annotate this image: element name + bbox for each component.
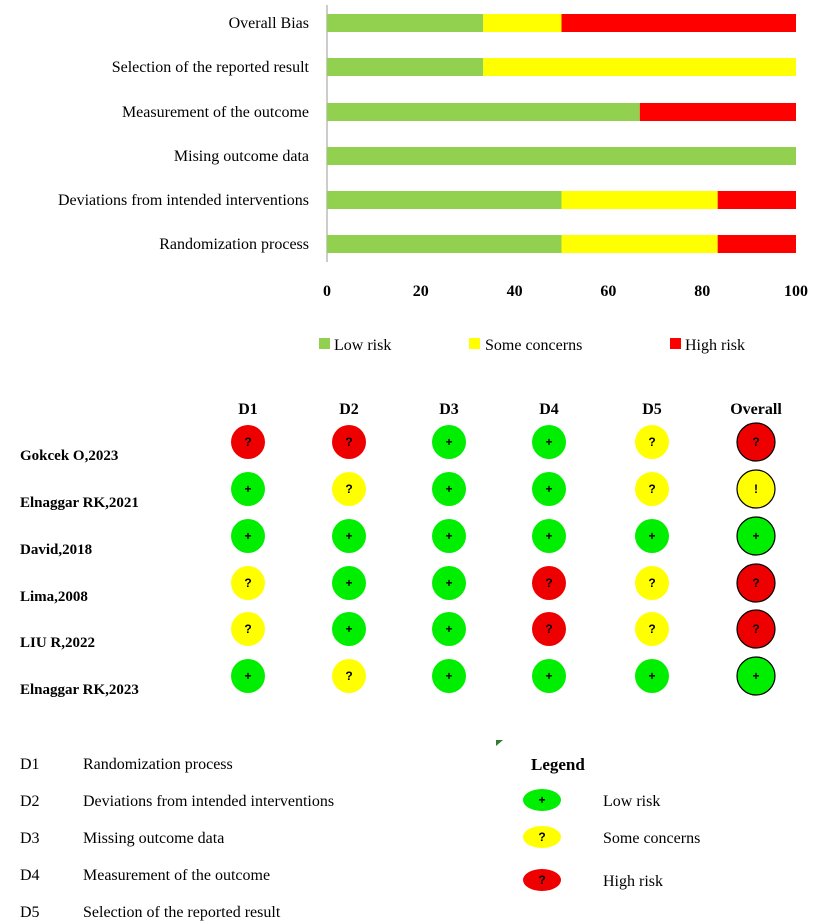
study-label: Elnaggar RK,2023: [20, 682, 139, 698]
x-tick-label: 80: [694, 283, 711, 300]
legend-swatch: [469, 338, 480, 349]
legend-label: Some concerns: [485, 337, 583, 354]
legend-dot-symbol: +: [538, 793, 546, 807]
rating-symbol: ?: [545, 576, 553, 590]
rating-symbol: +: [445, 529, 453, 543]
domain-code: D3: [20, 830, 40, 847]
bar-segment: [327, 191, 562, 209]
x-tick-label: 60: [600, 283, 617, 300]
rating-symbol: +: [345, 622, 353, 636]
bar-segment: [327, 58, 483, 76]
domain-definition: Deviations from intended interventions: [83, 793, 335, 810]
column-header: D2: [339, 401, 359, 418]
bar-segment: [483, 14, 561, 32]
legend-swatch: [319, 338, 330, 349]
rating-symbol: +: [445, 622, 453, 636]
rating-symbol: ?: [545, 622, 553, 636]
bar-segment: [562, 235, 718, 253]
domain-code: D2: [20, 793, 40, 810]
category-label: Randomization process: [159, 236, 309, 253]
column-header: Overall: [730, 401, 782, 418]
x-tick-label: 0: [323, 283, 331, 300]
column-header: D1: [238, 401, 258, 418]
study-label: David,2018: [20, 542, 93, 558]
rating-symbol: ?: [648, 435, 656, 449]
column-header: D3: [439, 401, 459, 418]
rating-symbol: +: [445, 576, 453, 590]
rating-symbol: +: [345, 576, 353, 590]
rating-symbol: +: [445, 669, 453, 683]
rating-symbol: +: [752, 669, 760, 683]
rating-symbol: ?: [752, 435, 760, 449]
rating-symbol: +: [545, 669, 553, 683]
column-header: D4: [539, 401, 559, 418]
legend-title: Legend: [531, 755, 585, 774]
x-tick-label: 40: [506, 283, 523, 300]
bar-segment: [640, 103, 796, 121]
x-tick-label: 100: [784, 283, 808, 300]
rating-symbol: +: [545, 435, 553, 449]
rating-symbol: +: [244, 529, 252, 543]
rating-symbol: ?: [244, 435, 252, 449]
rating-symbol: ?: [648, 482, 656, 496]
bar-segment: [327, 103, 640, 121]
traffic-light-legend: [523, 755, 700, 891]
bar-segment: [327, 14, 483, 32]
legend-label: Low risk: [334, 337, 392, 354]
rating-symbol: +: [445, 482, 453, 496]
category-label: Mising outcome data: [173, 148, 309, 165]
rating-symbol: ?: [244, 576, 252, 590]
legend-item-label: High risk: [603, 873, 663, 890]
rating-symbol: +: [545, 482, 553, 496]
study-label: Elnaggar RK,2021: [20, 495, 139, 511]
category-label: Deviations from intended interventions: [57, 192, 309, 209]
bar-segment: [718, 191, 796, 209]
rating-symbol: +: [244, 482, 252, 496]
domain-code: D4: [20, 867, 40, 884]
domain-code: D1: [20, 756, 40, 773]
rating-symbol: ?: [345, 669, 353, 683]
bar-segment: [562, 191, 718, 209]
domain-code: D5: [20, 904, 40, 921]
rating-symbol: ?: [752, 576, 760, 590]
study-label: Gokcek O,2023: [20, 448, 119, 464]
domain-definition: Randomization process: [83, 756, 233, 773]
legend-dot-symbol: ?: [538, 830, 546, 844]
bar-segment: [718, 235, 796, 253]
category-label: Selection of the reported result: [111, 59, 309, 76]
rating-symbol: +: [752, 529, 760, 543]
domain-definition: Selection of the reported result: [83, 904, 281, 921]
column-header: D5: [642, 401, 662, 418]
rating-symbol: +: [244, 669, 252, 683]
legend-item-label: Low risk: [603, 793, 661, 810]
domain-definition: Missing outcome data: [83, 830, 225, 847]
rating-symbol: ?: [648, 622, 656, 636]
legend-item-label: Some concerns: [603, 830, 701, 847]
green-mark-decoration: [496, 740, 503, 746]
bar-segment: [327, 235, 562, 253]
stacked-bar-chart: [58, 5, 808, 300]
rating-symbol: +: [345, 529, 353, 543]
domain-definition: Measurement of the outcome: [83, 867, 271, 884]
traffic-light-table: [20, 401, 782, 698]
rating-symbol: ?: [345, 482, 353, 496]
x-tick-label: 20: [412, 283, 429, 300]
bar-segment: [562, 14, 797, 32]
study-label: LIU R,2022: [20, 635, 96, 651]
rating-symbol: ?: [345, 435, 353, 449]
rating-symbol: +: [648, 529, 656, 543]
rating-symbol: ?: [244, 622, 252, 636]
bar-segment: [327, 147, 796, 165]
rating-symbol: +: [445, 435, 453, 449]
rating-symbol: !: [754, 482, 758, 496]
domain-definitions: [20, 756, 334, 921]
category-label: Overall Bias: [228, 15, 309, 32]
category-label: Measurement of the outcome: [121, 104, 309, 121]
rating-symbol: ?: [752, 622, 760, 636]
legend-swatch: [670, 338, 681, 349]
rating-symbol: ?: [648, 576, 656, 590]
legend-dot-symbol: ?: [538, 873, 546, 887]
bar-segment: [483, 58, 796, 76]
bar-chart-legend: [319, 337, 745, 354]
rating-symbol: +: [648, 669, 656, 683]
study-label: Lima,2008: [20, 589, 88, 605]
legend-label: High risk: [685, 337, 745, 354]
rating-symbol: +: [545, 529, 553, 543]
